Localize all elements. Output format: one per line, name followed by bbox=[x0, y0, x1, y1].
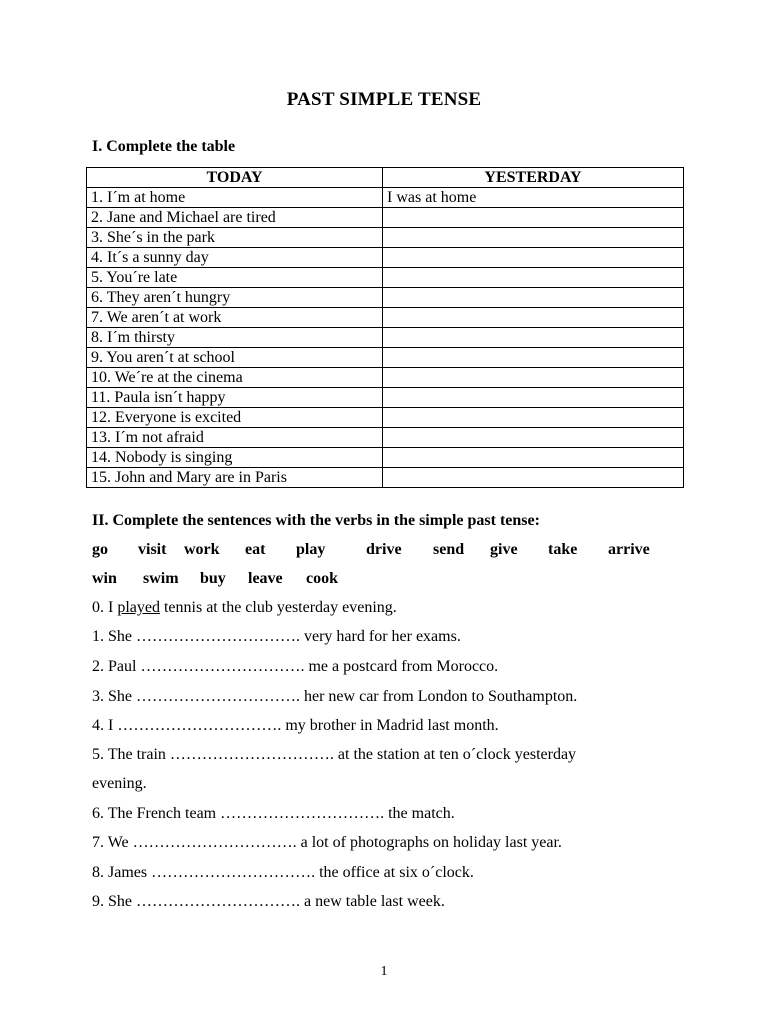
today-cell: 2. Jane and Michael are tired bbox=[87, 208, 383, 228]
yesterday-cell[interactable]: I was at home bbox=[383, 188, 684, 208]
yesterday-cell[interactable] bbox=[383, 388, 684, 408]
today-cell: 14. Nobody is singing bbox=[87, 448, 383, 468]
today-cell: 11. Paula isn´t happy bbox=[87, 388, 383, 408]
today-cell: 15. John and Mary are in Paris bbox=[87, 468, 383, 488]
verb-word: play bbox=[296, 541, 326, 558]
verb-word: buy bbox=[200, 570, 226, 587]
table-row bbox=[87, 248, 684, 268]
table-row bbox=[87, 268, 684, 288]
yesterday-cell[interactable] bbox=[383, 428, 684, 448]
page-title: PAST SIMPLE TENSE bbox=[286, 89, 482, 110]
table-row bbox=[87, 428, 684, 448]
yesterday-cell[interactable] bbox=[383, 468, 684, 488]
today-cell: 12. Everyone is excited bbox=[87, 408, 383, 428]
example-suffix: tennis at the club yesterday evening. bbox=[159, 599, 397, 616]
yesterday-cell[interactable] bbox=[383, 208, 684, 228]
sentence-7: 7. We …………………………. a lot of photographs on holiday last year. bbox=[92, 834, 562, 851]
table-row bbox=[87, 288, 684, 308]
yesterday-cell[interactable] bbox=[383, 308, 684, 328]
table-header-row bbox=[87, 168, 684, 188]
verb-word: work bbox=[184, 541, 220, 558]
example-prefix: 0. I bbox=[92, 599, 118, 616]
today-cell: 7. We aren´t at work bbox=[87, 308, 383, 328]
table-row bbox=[87, 388, 684, 408]
today-cell: 8. I´m thirsty bbox=[87, 328, 383, 348]
example-sentence bbox=[92, 599, 397, 617]
header-today: TODAY bbox=[87, 168, 383, 188]
table-row bbox=[87, 468, 684, 488]
today-cell: 13. I´m not afraid bbox=[87, 428, 383, 448]
yesterday-cell[interactable] bbox=[383, 448, 684, 468]
today-cell: 5. You´re late bbox=[87, 268, 383, 288]
sentence-9: 9. She …………………………. a new table last week. bbox=[92, 893, 445, 910]
complete-table bbox=[86, 167, 684, 488]
today-cell: 4. It´s a sunny day bbox=[87, 248, 383, 268]
verb-word: swim bbox=[143, 570, 179, 587]
yesterday-cell[interactable] bbox=[383, 328, 684, 348]
yesterday-cell[interactable] bbox=[383, 228, 684, 248]
sentence-4: 4. I …………………………. my brother in Madrid last month. bbox=[92, 717, 499, 734]
verb-word: give bbox=[490, 541, 518, 558]
verb-word: visit bbox=[138, 541, 167, 558]
table-row bbox=[87, 368, 684, 388]
table-row bbox=[87, 208, 684, 228]
sentence-3: 3. She …………………………. her new car from London to Southampton. bbox=[92, 688, 578, 705]
verb-word: win bbox=[92, 570, 117, 587]
today-cell: 10. We´re at the cinema bbox=[87, 368, 383, 388]
table-row bbox=[87, 348, 684, 368]
sentence-2: 2. Paul …………………………. me a postcard from Morocco. bbox=[92, 658, 499, 675]
today-cell: 6. They aren´t hungry bbox=[87, 288, 383, 308]
sentence-5-continued: evening. bbox=[92, 775, 147, 792]
section-1-heading: I. Complete the table bbox=[92, 138, 236, 155]
verb-word: eat bbox=[245, 541, 266, 558]
sentence-5: 5. The train …………………………. at the station at ten o´clock yesterday bbox=[92, 746, 577, 763]
section-2-heading: II. Complete the sentences with the verbs in the simple past tense: bbox=[92, 512, 540, 529]
page-number: 1 bbox=[380, 964, 388, 979]
verb-word: take bbox=[548, 541, 578, 558]
yesterday-cell[interactable] bbox=[383, 348, 684, 368]
yesterday-cell[interactable] bbox=[383, 408, 684, 428]
verb-word: leave bbox=[248, 570, 283, 587]
yesterday-cell[interactable] bbox=[383, 288, 684, 308]
verb-word: send bbox=[433, 541, 465, 558]
today-cell: 9. You aren´t at school bbox=[87, 348, 383, 368]
table-row bbox=[87, 328, 684, 348]
today-cell: 3. She´s in the park bbox=[87, 228, 383, 248]
sentence-1: 1. She …………………………. very hard for her exams. bbox=[92, 628, 461, 645]
today-cell: 1. I´m at home bbox=[87, 188, 383, 208]
table-row bbox=[87, 448, 684, 468]
yesterday-cell[interactable] bbox=[383, 268, 684, 288]
table-row bbox=[87, 228, 684, 248]
verb-word: arrive bbox=[608, 541, 650, 558]
verb-word: cook bbox=[306, 570, 338, 587]
table-row bbox=[87, 308, 684, 328]
verb-word: go bbox=[92, 541, 108, 558]
sentence-6: 6. The French team …………………………. the match. bbox=[92, 805, 455, 822]
header-yesterday: YESTERDAY bbox=[383, 168, 684, 188]
yesterday-cell[interactable] bbox=[383, 368, 684, 388]
table-row bbox=[87, 408, 684, 428]
table-row bbox=[87, 188, 684, 208]
verb-word: drive bbox=[366, 541, 402, 558]
yesterday-cell[interactable] bbox=[383, 248, 684, 268]
sentence-8: 8. James …………………………. the office at six o´clock. bbox=[92, 864, 474, 881]
example-answer: played bbox=[117, 599, 160, 616]
